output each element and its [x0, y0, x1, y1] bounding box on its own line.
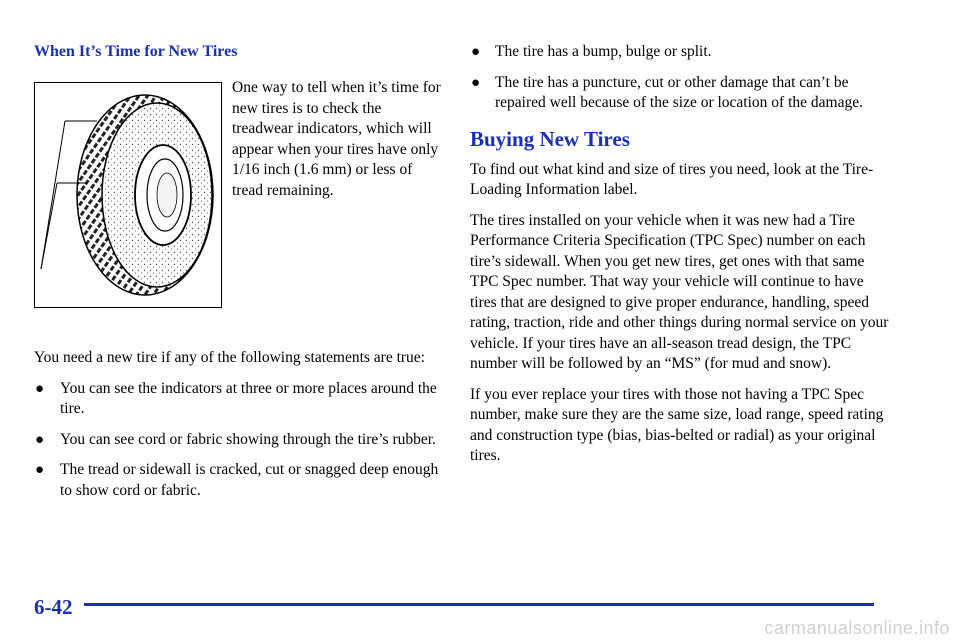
treadwear-indicator-illustration: [34, 82, 222, 308]
paragraph-tire-size: To find out what kind and size of tires you need, look at the Tire-Loading Information label.: [470, 160, 874, 198]
bullet-icon: ●: [471, 74, 481, 91]
left-column: [34, 36, 439, 511]
new-tire-conditions-list: [34, 379, 439, 502]
list-item: ● The tire has a bump, bulge or split.: [470, 42, 890, 63]
damage-conditions-list: [470, 42, 890, 114]
subheading-new-tires: When It’s Time for New Tires: [34, 43, 238, 60]
list-item: ● You can see the indicators at three or more places around the tire.: [35, 379, 437, 417]
treadwear-intro: One way to tell when it’s time for new tires is to check the treadwear indicators, which will appear when your tires have only 1/16 inch (1.6 mm) or less of tread remaining.: [232, 79, 441, 199]
page-number: 6-42: [34, 595, 73, 619]
right-column: [470, 36, 890, 477]
section-heading-buying-new-tires: Buying New Tires: [470, 126, 630, 151]
tire-icon: [35, 83, 221, 307]
figure-row: [34, 78, 439, 318]
bullet-icon: ●: [471, 44, 481, 60]
paragraph-tpc-spec: The tires installed on your vehicle when it was new had a Tire Performance Criteria Specification (TPC Spec) number on each tire’s sidewall. When you get new tires, get ones with that same TPC Spec number. That way your vehicle will continue to have tires that are designed to give proper endurance, handling, speed rating, traction, ride and other things during normal service on your vehicle. If your tires have an all-season tread design, the TPC number will be followed by an “MS” (for mud and snow).: [470, 211, 889, 372]
bullet-icon: ●: [35, 380, 45, 397]
bullet-icon: ●: [35, 462, 45, 478]
footer-rule: [84, 603, 874, 606]
bullet-icon: ●: [35, 431, 45, 448]
list-item: ● The tread or sidewall is cracked, cut or snagged deep enough to show cord or fabric.: [35, 461, 439, 499]
paragraph-replacement: If you ever replace your tires with those not having a TPC Spec number, make sure they are the same size, load range, speed rating and construction type (bias, bias-belted or radial) as your original tires.: [470, 385, 884, 464]
new-tire-lead: You need a new tire if any of the following statements are true:: [34, 349, 425, 366]
watermark: carmanualsonline.info: [764, 618, 950, 638]
list-item: ● You can see cord or fabric showing through the tire’s rubber.: [34, 430, 439, 451]
list-item: ● The tire has a puncture, cut or other damage that can’t be repaired well because of the size or location of the damage.: [471, 73, 863, 111]
